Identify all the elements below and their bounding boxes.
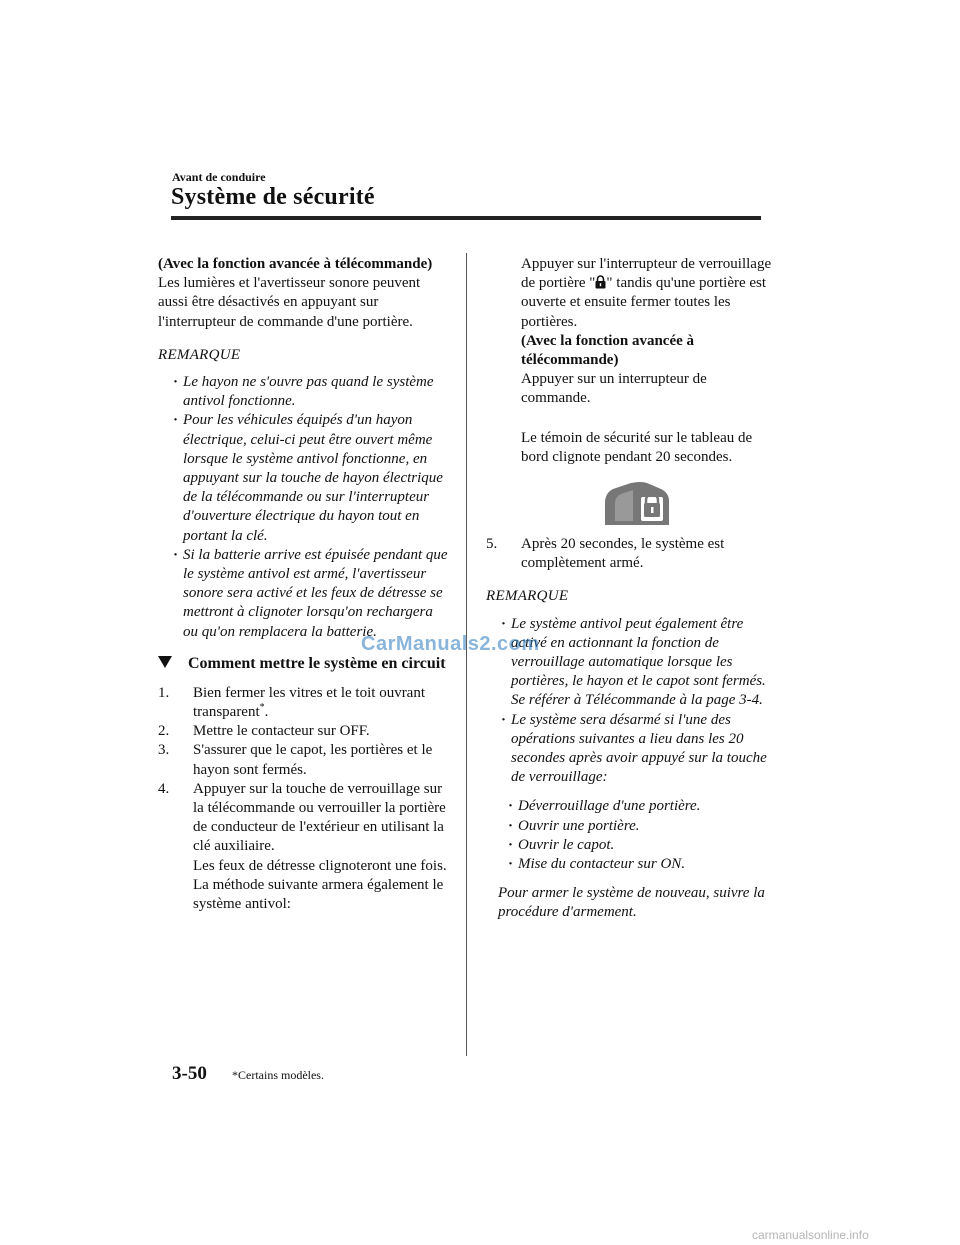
step-item <box>486 535 776 573</box>
disarm-list <box>486 797 776 874</box>
step-text: Après 20 secondes, le système est complètement armé. <box>521 536 725 572</box>
disarm-item: · Ouvrir le capot. <box>498 836 776 855</box>
remote-subtitle: (Avec la fonction avancée à télécommande) <box>521 332 695 369</box>
lock-icon <box>595 275 606 289</box>
triangle-down-icon <box>158 656 172 668</box>
door-switch-text-a: Appuyer sur l'interrupteur de verrouillage de portière " <box>521 256 772 292</box>
step-text: Mettre le contacteur sur OFF. <box>193 723 370 740</box>
step-item <box>158 780 450 857</box>
watermark: CarManuals2.com <box>361 633 540 655</box>
step-text: S'assurer que le capot, les portières et le hayon sont fermés. <box>193 742 433 778</box>
note-label: REMARQUE <box>486 588 569 605</box>
note-label: REMARQUE <box>158 346 241 363</box>
right-column <box>486 255 776 923</box>
footer-site: carmanualsonline.info <box>752 1228 869 1242</box>
disarm-item: · Déverrouillage d'une portière. <box>498 797 776 816</box>
step-item <box>158 684 450 722</box>
step-text: Appuyer sur la touche de verrouillage sur la télécommande ou verrouiller la portière de conducteur de l'extérieur en utilisant la clé auxiliaire. <box>193 780 446 855</box>
step-number: 3. <box>158 742 170 759</box>
header-rule <box>171 216 761 220</box>
step-text: Bien fermer les vitres et le toit ouvrant transparent <box>193 684 426 721</box>
note-text: · Le système antivol peut également être activé en actionnant la fonction de verrouillage automatique lorsque les portières, le hayon et le capot sont fermés. <box>511 615 766 690</box>
note-item: · Si la batterie arrive est épuisée pendant que le système antivol est armé, l'avertisseur sonore sera activé et les feux de détresse se mettront à clignoter lorsqu'on rechargera ou qu'on remplacera la batterie. <box>158 546 450 642</box>
security-indicator-icon <box>601 481 673 525</box>
indicator-paragraph: Le témoin de sécurité sur le tableau de bord clignote pendant 20 secondes. <box>521 429 753 465</box>
section-label: Avant de conduire <box>172 170 266 184</box>
disarm-item: · Ouvrir une portière. <box>498 817 776 836</box>
step-item <box>158 741 450 779</box>
footnote: *Certains modèles. <box>232 1068 324 1082</box>
note-item: · Le hayon ne s'ouvre pas quand le système antivol fonctionne. <box>158 373 450 411</box>
left-column <box>158 255 450 914</box>
remote-paragraph: Appuyer sur un interrupteur de commande. <box>521 371 707 407</box>
door-switch-paragraph <box>486 255 776 332</box>
remote-subtitle: (Avec la fonction avancée à télécommande) <box>158 256 433 272</box>
asterisk-mark: * <box>259 702 265 714</box>
page-number: 3-50 <box>172 1063 207 1084</box>
note-item: · Le système sera désarmé si l'une des opérations suivantes a lieu dans les 20 secondes après avoir appuyé sur la touche de verrouillage: <box>486 711 776 788</box>
remote-paragraph: Les lumières et l'avertisseur sonore peuvent aussi être désactivés en appuyant sur l'interrupteur de commande d'une portière. <box>158 275 421 330</box>
step-number: 1. <box>158 684 170 701</box>
door-switch-text-b: " tandis qu'une portière est ouverte et ensuite fermer toutes les portières. <box>521 275 767 330</box>
note-item <box>486 615 776 711</box>
step-item <box>158 722 450 741</box>
step-detail: Les feux de détresse clignoteront une fois. <box>193 857 447 874</box>
disarm-item: · Mise du contacteur sur ON. <box>498 855 776 874</box>
note-reference: Se référer à Télécommande à la page 3-4. <box>511 692 763 709</box>
closing-note: Pour armer le système de nouveau, suivre la procédure d'armement. <box>498 885 765 921</box>
step-number: 5. <box>486 536 498 553</box>
step-number: 2. <box>158 723 170 740</box>
arming-heading <box>158 654 450 674</box>
note-item: · Pour les véhicules équipés d'un hayon électrique, celui-ci peut être ouvert même lorsque le système antivol fonctionne, en appuyant sur la touche de hayon électrique de la télécommande ou sur l'interrupteur d'ouverture électrique du hayon tout en portant la clé. <box>158 411 450 545</box>
steps-list <box>158 684 450 914</box>
step-number: 4. <box>158 780 170 797</box>
page-title: Système de sécurité <box>171 184 375 210</box>
step-detail: La méthode suivante armera également le système antivol: <box>193 876 444 913</box>
step-text-end: . <box>264 704 269 721</box>
arming-heading-text: Comment mettre le système en circuit <box>188 654 446 672</box>
